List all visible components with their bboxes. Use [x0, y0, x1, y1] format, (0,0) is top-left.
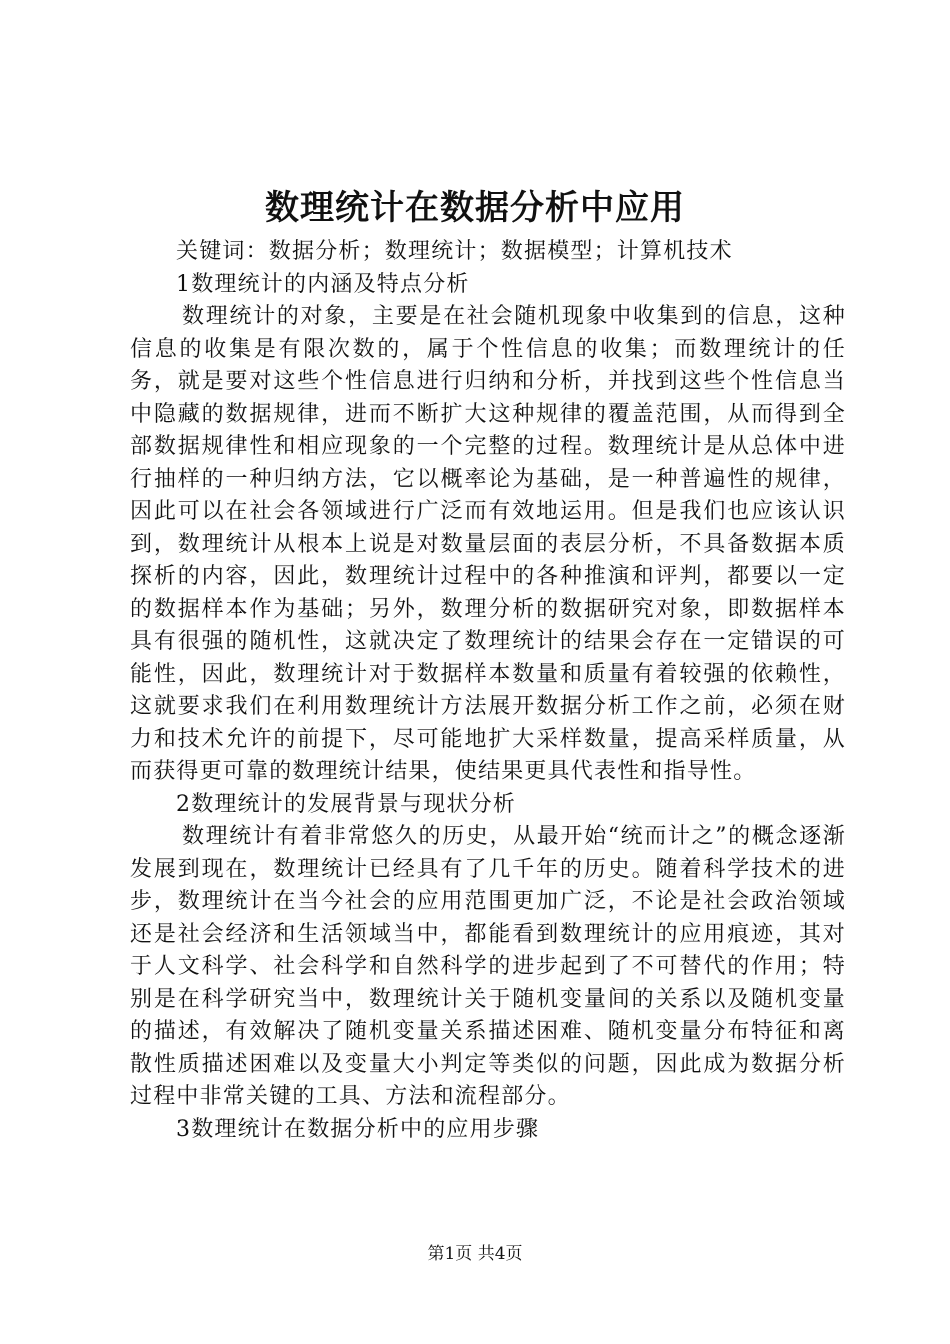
section-heading-2: 2数理统计的发展背景与现状分析	[176, 791, 516, 817]
keywords-line: 关键词：数据分析；数理统计；数据模型；计算机技术	[176, 239, 733, 264]
document-body	[130, 236, 846, 1146]
section-paragraph-1: 数理统计的对象，主要是在社会随机现象中收集到的信息，这种信息的收集是有限次数的，属于个性信息的收集；而数理统计的任务，就是要对这些个性信息进行归纳和分析，并找到这些个性信息当中隐藏的数据规律，进而不断扩大这种规律的覆盖范围，从而得到全部数据规律性和相应现象的一个完整的过程。数理统计是从总体中进行抽样的一种归纳方法，它以概率论为基础，是一种普遍性的规律，因此可以在社会各领域进行广泛而有效地运用。但是我们也应该认识到，数理统计从根本上说是对数量层面的表层分析，不具备数据本质探析的内容，因此，数理统计过程中的各种推演和评判，都要以一定的数据样本作为基础；另外，数理分析的数据研究对象，即数据样本具有很强的随机性，这就决定了数理统计的结果会存在一定错误的可能性，因此，数理统计对于数据样本数量和质量有着较强的依赖性，这就要求我们在利用数理统计方法展开数据分析工作之前，必须在财力和技术允许的前提下，尽可能地扩大采样数量，提高采样质量，从而获得更可靠的数理统计结果，使结果更具代表性和指导性。	[130, 304, 846, 784]
document-title: 数理统计在数据分析中应用	[265, 188, 685, 228]
page-footer: 第1页 共4页	[427, 1244, 523, 1264]
section-heading-3: 3数理统计在数据分析中的应用步骤	[176, 1116, 540, 1142]
section-paragraph-2: 数理统计有着非常悠久的历史，从最开始“统而计之”的概念逐渐发展到现在，数理统计已经具有了几千年的历史。随着科学技术的进步，数理统计在当今社会的应用范围更加广泛，不论是社会政治领域还是社会经济和生活领域当中，都能看到数理统计的应用痕迹，其对于人文科学、社会科学和自然科学的进步起到了不可替代的作用；特别是在科学研究当中，数理统计关于随机变量间的关系以及随机变量的描述，有效解决了随机变量关系描述困难、随机变量分布特征和离散性质描述困难以及变量大小判定等类似的问题，因此成为数据分析过程中非常关键的工具、方法和流程部分。	[130, 824, 846, 1109]
section-heading-1: 1数理统计的内涵及特点分析	[176, 271, 470, 297]
